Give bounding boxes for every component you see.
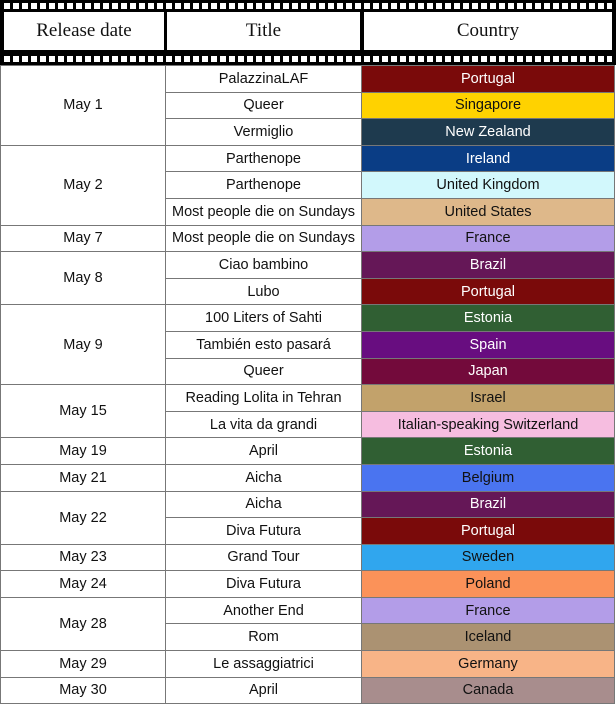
header-country: Country [364,12,612,50]
country-cell: Portugal [362,278,615,305]
table-row [1,491,615,518]
table-row [1,651,615,678]
country-cell: France [362,225,615,252]
country-cell: Portugal [362,66,615,93]
table-row [1,464,615,491]
header-title: Title [167,12,360,50]
title-cell: También esto pasará [166,331,362,358]
title-cell: April [166,677,362,704]
title-cell: April [166,438,362,465]
release-table [0,65,615,704]
country-cell: Spain [362,331,615,358]
table-row [1,677,615,704]
country-cell: Ireland [362,145,615,172]
country-cell: Brazil [362,491,615,518]
header-release-date: Release date [4,12,164,50]
table-row [1,385,615,412]
title-cell: Aicha [166,491,362,518]
country-cell: Poland [362,571,615,598]
release-date-cell: May 28 [1,597,166,650]
table-row [1,145,615,172]
country-cell: Estonia [362,438,615,465]
country-cell: Singapore [362,92,615,119]
title-cell: Parthenope [166,172,362,199]
country-cell: United Kingdom [362,172,615,199]
country-cell: Italian-speaking Switzerland [362,411,615,438]
release-date-cell: May 15 [1,385,166,438]
title-cell: Diva Futura [166,571,362,598]
release-date-cell: May 24 [1,571,166,598]
release-date-cell: May 7 [1,225,166,252]
release-date-cell: May 21 [1,464,166,491]
film-perforation-bottom [4,56,612,62]
country-cell: United States [362,198,615,225]
table-row [1,571,615,598]
country-cell: Israel [362,385,615,412]
film-strip-header [0,0,616,65]
country-cell: Estonia [362,305,615,332]
title-cell: La vita da grandi [166,411,362,438]
title-cell: Most people die on Sundays [166,198,362,225]
title-cell: Another End [166,597,362,624]
title-cell: Grand Tour [166,544,362,571]
title-cell: Most people die on Sundays [166,225,362,252]
table-row [1,252,615,279]
release-date-cell: May 1 [1,66,166,146]
release-date-cell: May 23 [1,544,166,571]
title-cell: Queer [166,92,362,119]
film-perforation-top [4,3,612,9]
country-cell: Japan [362,358,615,385]
title-cell: 100 Liters of Sahti [166,305,362,332]
title-cell: Vermiglio [166,119,362,146]
title-cell: Le assaggiatrici [166,651,362,678]
release-date-cell: May 22 [1,491,166,544]
table-row [1,544,615,571]
title-cell: Parthenope [166,145,362,172]
country-cell: Canada [362,677,615,704]
country-cell: Iceland [362,624,615,651]
country-cell: France [362,597,615,624]
country-cell: New Zealand [362,119,615,146]
release-date-cell: May 2 [1,145,166,225]
release-date-cell: May 19 [1,438,166,465]
country-cell: Portugal [362,518,615,545]
title-cell: Ciao bambino [166,252,362,279]
table-row [1,438,615,465]
release-date-cell: May 29 [1,651,166,678]
release-table-body [1,66,615,704]
title-cell: Queer [166,358,362,385]
table-row [1,225,615,252]
release-date-cell: May 9 [1,305,166,385]
release-date-cell: May 8 [1,252,166,305]
title-cell: Lubo [166,278,362,305]
release-date-cell: May 30 [1,677,166,704]
table-row [1,66,615,93]
title-cell: Rom [166,624,362,651]
country-cell: Brazil [362,252,615,279]
country-cell: Germany [362,651,615,678]
title-cell: Aicha [166,464,362,491]
table-row [1,305,615,332]
table-row [1,597,615,624]
title-cell: Diva Futura [166,518,362,545]
title-cell: Reading Lolita in Tehran [166,385,362,412]
country-cell: Sweden [362,544,615,571]
title-cell: PalazzinaLAF [166,66,362,93]
country-cell: Belgium [362,464,615,491]
